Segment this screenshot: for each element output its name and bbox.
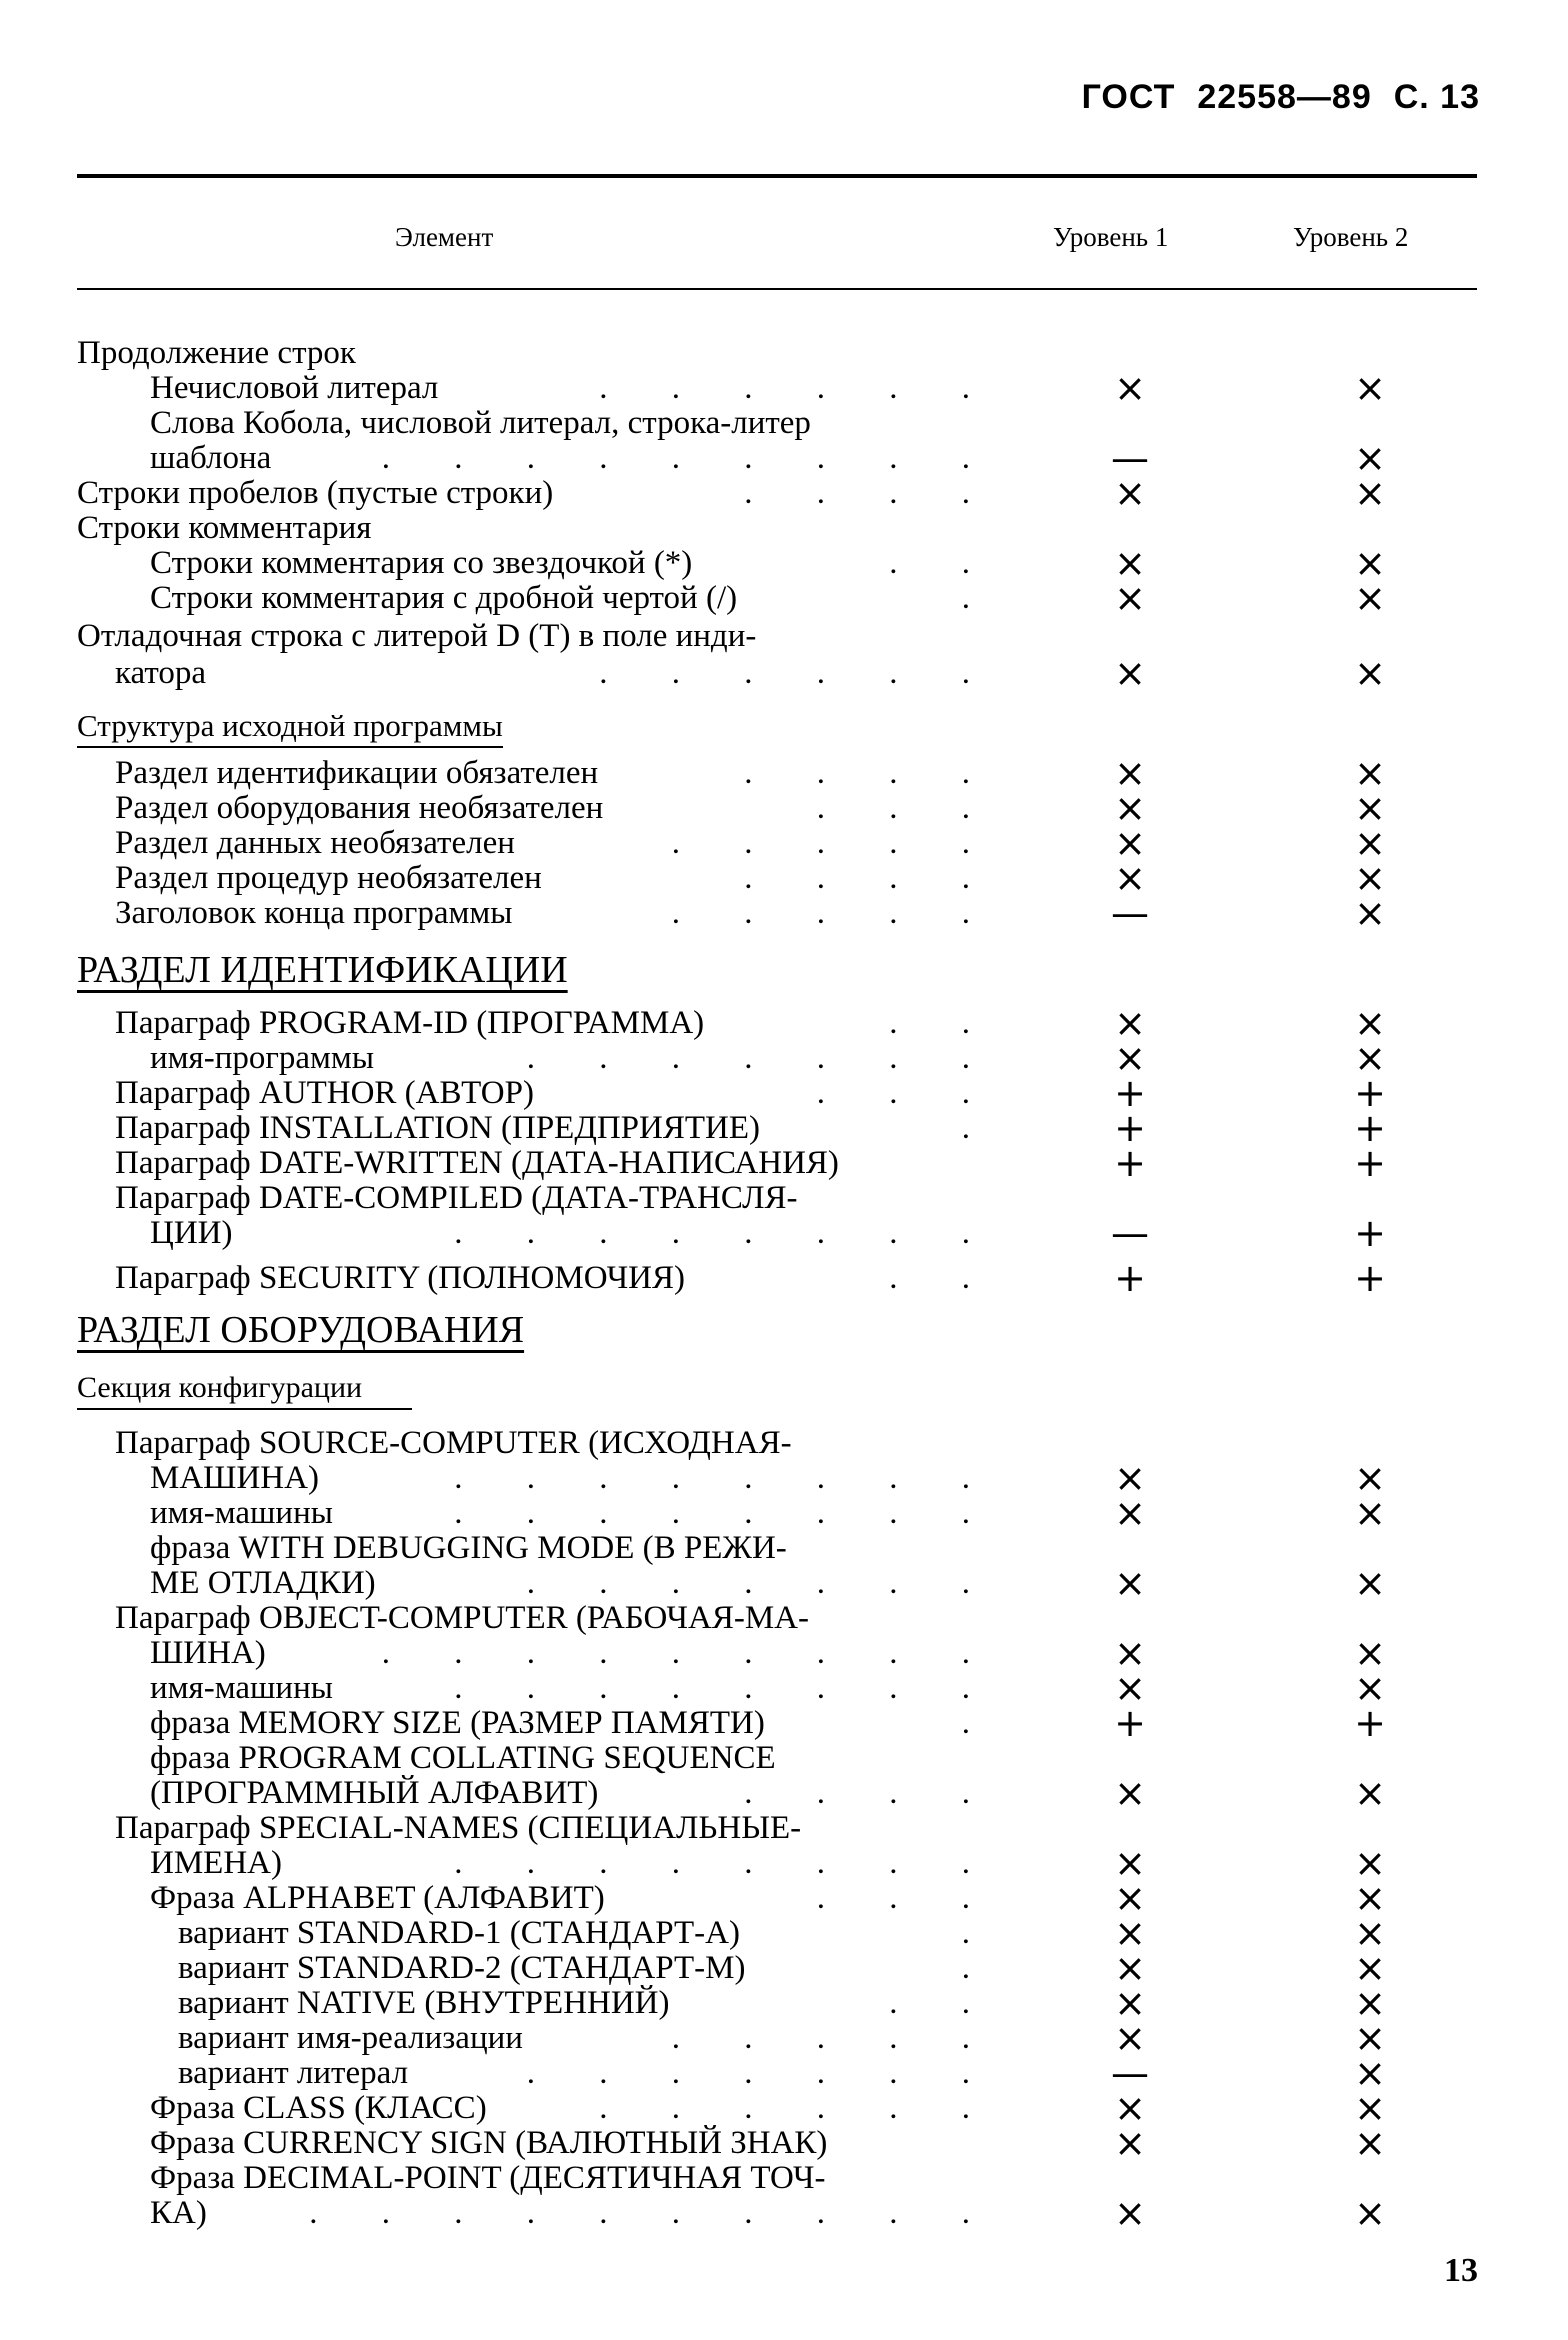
level2-mark: × bbox=[1354, 1771, 1386, 1815]
level2-mark: × bbox=[1354, 541, 1386, 585]
header-rule bbox=[77, 288, 1477, 290]
row-label: вариант STANDARD-2 (СТАНДАРТ-М) bbox=[178, 1950, 746, 1986]
level1-mark: + bbox=[1114, 1106, 1146, 1150]
row-label: ИМЕНА) bbox=[150, 1845, 282, 1881]
row-label: Параграф INSTALLATION (ПРЕДПРИЯТИЕ) bbox=[115, 1110, 761, 1146]
row-leader-dots: . . . . . . . . bbox=[454, 1215, 998, 1251]
top-rule bbox=[77, 174, 1477, 178]
level2-mark: × bbox=[1354, 1036, 1386, 1080]
row-label: Параграф OBJECT-COMPUTER (РАБОЧАЯ-МА- bbox=[115, 1600, 809, 1636]
level1-mark: × bbox=[1114, 1491, 1146, 1535]
level1-mark: × bbox=[1114, 1666, 1146, 1710]
row-leader-dots: . . . . . bbox=[671, 895, 998, 931]
row-leader-dots: . . . bbox=[816, 1075, 998, 1111]
row-label: Отладочная строка с литерой D (Т) в поле инди- bbox=[77, 618, 757, 654]
level1-mark: × bbox=[1114, 1456, 1146, 1500]
page-label: С. 13 bbox=[1393, 78, 1480, 116]
level2-mark: + bbox=[1354, 1106, 1386, 1150]
level1-mark: × bbox=[1114, 2086, 1146, 2130]
row-leader-dots: . . . . bbox=[744, 755, 998, 791]
row-label: (ПРОГРАММНЫЙ АЛФАВИТ) bbox=[150, 1775, 599, 1811]
level1-mark: — bbox=[1111, 891, 1149, 935]
level1-mark: + bbox=[1114, 1071, 1146, 1115]
row-leader-dots: . . . bbox=[816, 1880, 998, 1916]
row-leader-dots: . . . . . . . . bbox=[454, 1670, 998, 1706]
level2-mark: × bbox=[1354, 471, 1386, 515]
row-label: Параграф PROGRAM-ID (ПРОГРАММА) bbox=[115, 1005, 705, 1041]
level1-mark: × bbox=[1114, 1561, 1146, 1605]
level2-mark: + bbox=[1354, 1071, 1386, 1115]
level1-mark: × bbox=[1114, 576, 1146, 620]
level1-mark: × bbox=[1114, 2121, 1146, 2165]
row-label: Раздел данных необязателен bbox=[115, 825, 515, 861]
level2-mark: × bbox=[1354, 751, 1386, 795]
row-label: Раздел процедур необязателен bbox=[115, 860, 542, 896]
row-label: ШИНА) bbox=[150, 1635, 266, 1671]
row-leader-dots: . . . . . bbox=[671, 825, 998, 861]
row-leader-dots: . . . . bbox=[744, 1775, 998, 1811]
level1-mark: × bbox=[1114, 1001, 1146, 1045]
level2-mark: × bbox=[1354, 2191, 1386, 2235]
row-label: вариант имя-реализации bbox=[178, 2020, 523, 2056]
level2-mark: × bbox=[1354, 1456, 1386, 1500]
level1-mark: × bbox=[1114, 1876, 1146, 1920]
level1-mark: × bbox=[1114, 1841, 1146, 1885]
row-leader-dots: . . . bbox=[816, 790, 998, 826]
row-label: фраза MEMORY SIZE (РАЗМЕР ПАМЯТИ) bbox=[150, 1705, 765, 1741]
row-leader-dots: . . . . . . . . . . bbox=[309, 2195, 998, 2231]
level1-mark: × bbox=[1114, 1631, 1146, 1675]
page-header bbox=[1060, 78, 1480, 117]
row-label: Параграф DATE-COMPILED (ДАТА-ТРАНСЛЯ- bbox=[115, 1180, 798, 1216]
row-label: Строки комментария с дробной чертой (/) bbox=[150, 580, 738, 616]
row-label: Раздел оборудования необязателен bbox=[115, 790, 604, 826]
row-leader-dots: . bbox=[961, 1110, 998, 1146]
level1-mark: + bbox=[1114, 1701, 1146, 1745]
level1-mark: × bbox=[1114, 821, 1146, 865]
row-leader-dots: . . . . . bbox=[671, 2020, 998, 2056]
row-leader-dots: . bbox=[961, 1915, 998, 1951]
row-label: Фраза ALPHABET (АЛФАВИТ) bbox=[150, 1880, 605, 1916]
row-label: Фраза DECIMAL-POINT (ДЕСЯТИЧНАЯ ТОЧ- bbox=[150, 2160, 826, 2196]
section-identification: РАЗДЕЛ ИДЕНТИФИКАЦИИ bbox=[77, 949, 568, 991]
level1-mark: × bbox=[1114, 541, 1146, 585]
level2-mark: × bbox=[1354, 856, 1386, 900]
row-leader-dots: . bbox=[961, 1705, 998, 1741]
row-leader-dots: . bbox=[961, 1950, 998, 1986]
level1-mark: — bbox=[1111, 436, 1149, 480]
row-leader-dots: . . bbox=[889, 1260, 998, 1296]
row-label: Параграф SECURITY (ПОЛНОМОЧИЯ) bbox=[115, 1260, 685, 1296]
row-leader-dots: . . bbox=[889, 1005, 998, 1041]
row-label: имя-программы bbox=[150, 1040, 374, 1076]
row-label: Строки комментария со звездочкой (*) bbox=[150, 545, 693, 581]
section-structure: Структура исходной программы bbox=[77, 708, 503, 748]
column-element: Элемент bbox=[395, 222, 494, 252]
row-label: фраза PROGRAM COLLATING SEQUENCE bbox=[150, 1740, 776, 1776]
level2-mark: + bbox=[1354, 1256, 1386, 1300]
row-label: Параграф DATE-WRITTEN (ДАТА-НАПИСАНИЯ) bbox=[115, 1145, 839, 1181]
row-label: Слова Кобола, числовой литерал, строка-литер bbox=[150, 405, 811, 441]
column-level1: Уровень 1 bbox=[1053, 222, 1169, 252]
level2-mark: × bbox=[1354, 1491, 1386, 1535]
level1-mark: + bbox=[1114, 1141, 1146, 1185]
level1-mark: × bbox=[1114, 1911, 1146, 1955]
row-label: Продолжение строк bbox=[77, 335, 356, 371]
level1-mark: × bbox=[1114, 786, 1146, 830]
row-label: Заголовок конца программы bbox=[115, 895, 513, 931]
level1-mark: × bbox=[1114, 751, 1146, 795]
level2-mark: × bbox=[1354, 1561, 1386, 1605]
row-label: МЕ ОТЛАДКИ) bbox=[150, 1565, 376, 1601]
level1-mark: — bbox=[1111, 1211, 1149, 1255]
row-label: Параграф SOURCE-COMPUTER (ИСХОДНАЯ- bbox=[115, 1425, 792, 1461]
level1-mark: × bbox=[1114, 2191, 1146, 2235]
row-label: Нечисловой литерал bbox=[150, 370, 439, 406]
level2-mark: × bbox=[1354, 436, 1386, 480]
row-leader-dots: . . . . . . . bbox=[526, 1040, 998, 1076]
row-leader-dots: . . . . . . . . bbox=[454, 1845, 998, 1881]
level2-mark: × bbox=[1354, 2051, 1386, 2095]
row-leader-dots: . . . . bbox=[744, 475, 998, 511]
row-label: имя-машины bbox=[150, 1495, 333, 1531]
row-label: Строки комментария bbox=[77, 510, 372, 546]
level2-mark: × bbox=[1354, 1666, 1386, 1710]
row-leader-dots: . bbox=[961, 580, 998, 616]
row-label: вариант NATIVE (ВНУТРЕННИЙ) bbox=[178, 1985, 670, 2021]
level2-mark: × bbox=[1354, 1631, 1386, 1675]
row-leader-dots: . . . . bbox=[744, 860, 998, 896]
section-configuration: Секция конфигурации bbox=[77, 1370, 412, 1410]
row-leader-dots: . . bbox=[889, 545, 998, 581]
row-leader-dots: . . . . . . . . . bbox=[381, 1635, 998, 1671]
row-label: Строки пробелов (пустые строки) bbox=[77, 475, 554, 511]
column-level2: Уровень 2 bbox=[1293, 222, 1409, 252]
level2-mark: × bbox=[1354, 786, 1386, 830]
row-leader-dots: . . . . . . . . . bbox=[381, 440, 998, 476]
row-leader-dots: . . . . . . bbox=[599, 370, 998, 406]
row-label: Раздел идентификации обязателен bbox=[115, 755, 599, 791]
level1-mark: × bbox=[1114, 471, 1146, 515]
level1-mark: × bbox=[1114, 1946, 1146, 1990]
level1-mark: × bbox=[1114, 856, 1146, 900]
row-leader-dots: . . . . . . . . bbox=[454, 1460, 998, 1496]
level2-mark: × bbox=[1354, 891, 1386, 935]
row-label: ЦИИ) bbox=[150, 1215, 233, 1251]
row-label: вариант STANDARD-1 (СТАНДАРТ-А) bbox=[178, 1915, 740, 1951]
row-leader-dots: . . . . . . . . bbox=[454, 1495, 998, 1531]
level2-mark: × bbox=[1354, 651, 1386, 695]
standard-label: ГОСТ bbox=[1081, 78, 1176, 116]
row-label: Фраза CURRENCY SIGN (ВАЛЮТНЫЙ ЗНАК) bbox=[150, 2125, 828, 2161]
page-number: 13 bbox=[1444, 2252, 1478, 2289]
row-label: катора bbox=[115, 655, 206, 691]
level2-mark: × bbox=[1354, 366, 1386, 410]
level2-mark: × bbox=[1354, 1001, 1386, 1045]
level2-mark: × bbox=[1354, 1911, 1386, 1955]
row-label: МАШИНА) bbox=[150, 1460, 319, 1496]
row-label: вариант литерал bbox=[178, 2055, 409, 2091]
row-leader-dots: . . . . . . . bbox=[526, 2055, 998, 2091]
level2-mark: × bbox=[1354, 1876, 1386, 1920]
row-leader-dots: . . . . . . . bbox=[526, 1565, 998, 1601]
level2-mark: + bbox=[1354, 1211, 1386, 1255]
level2-mark: + bbox=[1354, 1701, 1386, 1745]
level1-mark: × bbox=[1114, 366, 1146, 410]
level2-mark: + bbox=[1354, 1141, 1386, 1185]
level2-mark: × bbox=[1354, 1946, 1386, 1990]
level1-mark: × bbox=[1114, 651, 1146, 695]
level2-mark: × bbox=[1354, 576, 1386, 620]
section-environment: РАЗДЕЛ ОБОРУДОВАНИЯ bbox=[77, 1309, 525, 1351]
row-leader-dots: . . . . . . bbox=[599, 2090, 998, 2126]
row-leader-dots: . . bbox=[889, 1985, 998, 2021]
level2-mark: × bbox=[1354, 821, 1386, 865]
level2-mark: × bbox=[1354, 2086, 1386, 2130]
level1-mark: × bbox=[1114, 1771, 1146, 1815]
row-label: КА) bbox=[150, 2195, 207, 2231]
level1-mark: × bbox=[1114, 1981, 1146, 2025]
level1-mark: × bbox=[1114, 2016, 1146, 2060]
row-label: Параграф SPECIAL-NAMES (СПЕЦИАЛЬНЫЕ- bbox=[115, 1810, 802, 1846]
row-label: Фраза CLASS (КЛАСС) bbox=[150, 2090, 487, 2126]
row-label: шаблона bbox=[150, 440, 272, 476]
row-label: фраза WITH DEBUGGING MODE (В РЕЖИ- bbox=[150, 1530, 787, 1566]
level2-mark: × bbox=[1354, 2016, 1386, 2060]
level1-mark: — bbox=[1111, 2051, 1149, 2095]
standard-number: 22558—89 bbox=[1197, 78, 1372, 116]
level2-mark: × bbox=[1354, 1841, 1386, 1885]
row-label: Параграф AUTHOR (АВТОР) bbox=[115, 1075, 534, 1111]
level1-mark: + bbox=[1114, 1256, 1146, 1300]
row-label: имя-машины bbox=[150, 1670, 333, 1706]
level1-mark: × bbox=[1114, 1036, 1146, 1080]
row-leader-dots: . . . . . . bbox=[599, 655, 998, 691]
level2-mark: × bbox=[1354, 2121, 1386, 2165]
level2-mark: × bbox=[1354, 1981, 1386, 2025]
